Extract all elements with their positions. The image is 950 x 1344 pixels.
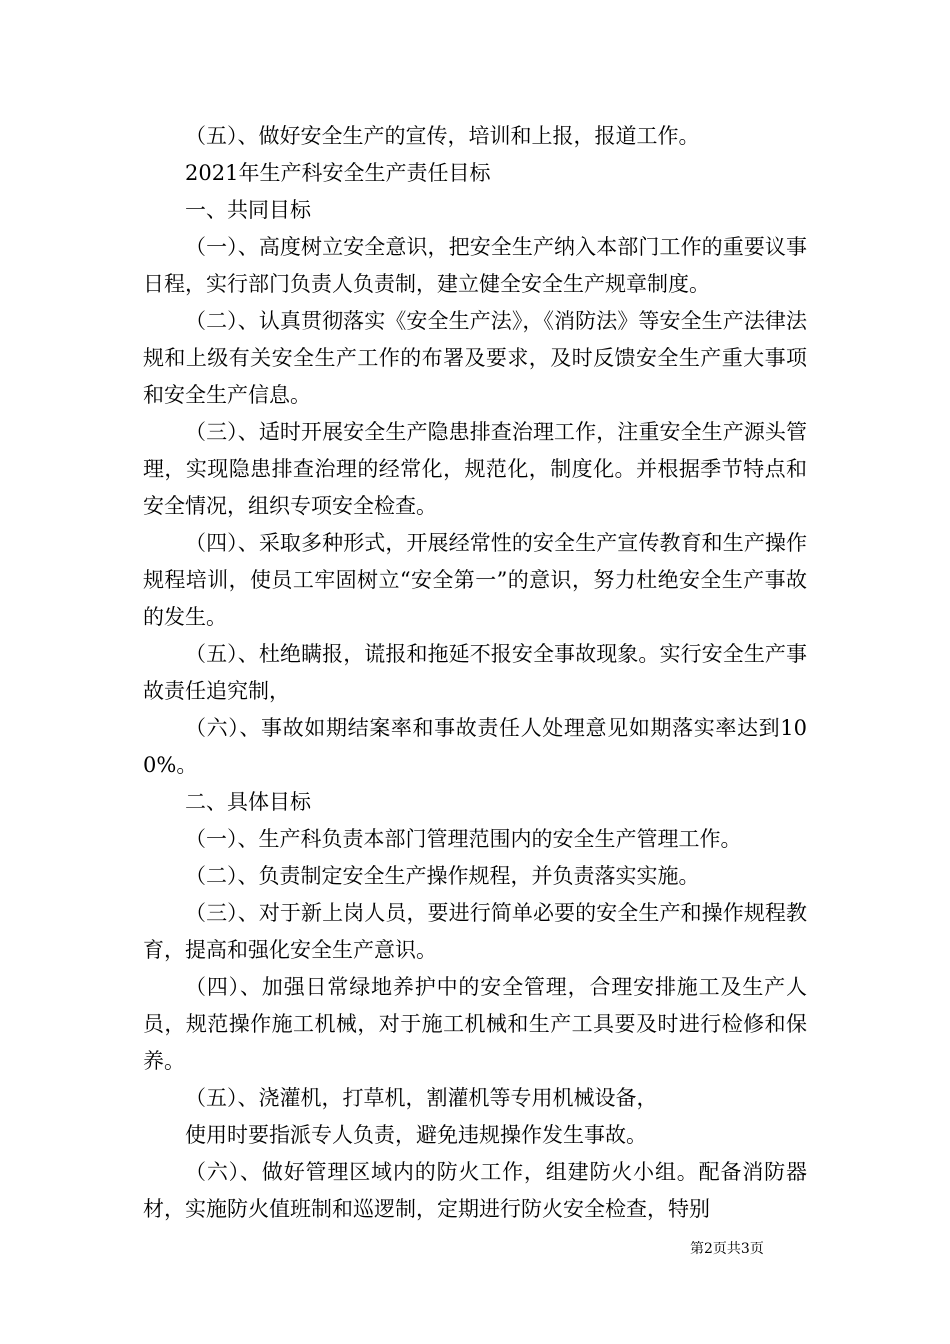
heading-common-goals: 一、共同目标: [185, 198, 311, 222]
paragraph-common-1: （一）、高度树立安全意识，把安全生产纳入本部门工作的重要议事日程，实行部门负责人负责制，建立健全安全生产规章制度。: [143, 235, 807, 296]
paragraph-specific-2: （二）、负责制定安全生产操作规程，并负责落实实施。: [185, 864, 700, 888]
paragraph-specific-5-continued: 使用时要指派专人负责，避免违规操作发生事故。: [185, 1123, 647, 1147]
paragraph-specific-4: （四）、加强日常绿地养护中的安全管理，合理安排施工及生产人员，规范操作施工机械，对于施工机械和生产工具要及时进行检修和保养。: [143, 975, 807, 1073]
paragraph-common-6: （六）、事故如期结案率和事故责任人处理意见如期落实率达到100%。: [143, 716, 807, 777]
document-body: [143, 118, 807, 1228]
paragraph-common-5: （五）、杜绝瞒报，谎报和拖延不报安全事故现象。实行安全生产事故责任追究制，: [143, 642, 807, 703]
paragraph-common-3: （三）、适时开展安全生产隐患排查治理工作，注重安全生产源头管理，实现隐患排查治理的经常化，规范化，制度化。并根据季节特点和安全情况，组织专项安全检查。: [143, 420, 807, 518]
paragraph-specific-5: （五）、浇灌机，打草机，割灌机等专用机械设备，: [185, 1086, 658, 1110]
section-title: 2021年生产科安全生产责任目标: [185, 161, 491, 185]
paragraph-specific-1: （一）、生产科负责本部门管理范围内的安全生产管理工作。: [185, 827, 742, 851]
paragraph-specific-6: （六）、做好管理区域内的防火工作，组建防火小组。配备消防器材，实施防火值班制和巡逻制，定期进行防火安全检查，特别: [143, 1160, 807, 1221]
paragraph-common-4: （四）、采取多种形式，开展经常性的安全生产宣传教育和生产操作规程培训，使员工牢固树立“安全第一”的意识，努力杜绝安全生产事故的发生。: [143, 531, 807, 629]
page-number-footer: 第2页共3页: [690, 1241, 764, 1257]
paragraph-specific-3: （三）、对于新上岗人员，要进行简单必要的安全生产和操作规程教育，提高和强化安全生产意识。: [143, 901, 807, 962]
paragraph-5-publicity: （五）、做好安全生产的宣传，培训和上报，报道工作。: [185, 124, 700, 148]
heading-specific-goals: 二、具体目标: [185, 790, 311, 814]
paragraph-common-2: （二）、认真贯彻落实《安全生产法》，《消防法》等安全生产法律法规和上级有关安全生产工作的布署及要求，及时反馈安全生产重大事项和安全生产信息。: [143, 309, 807, 407]
